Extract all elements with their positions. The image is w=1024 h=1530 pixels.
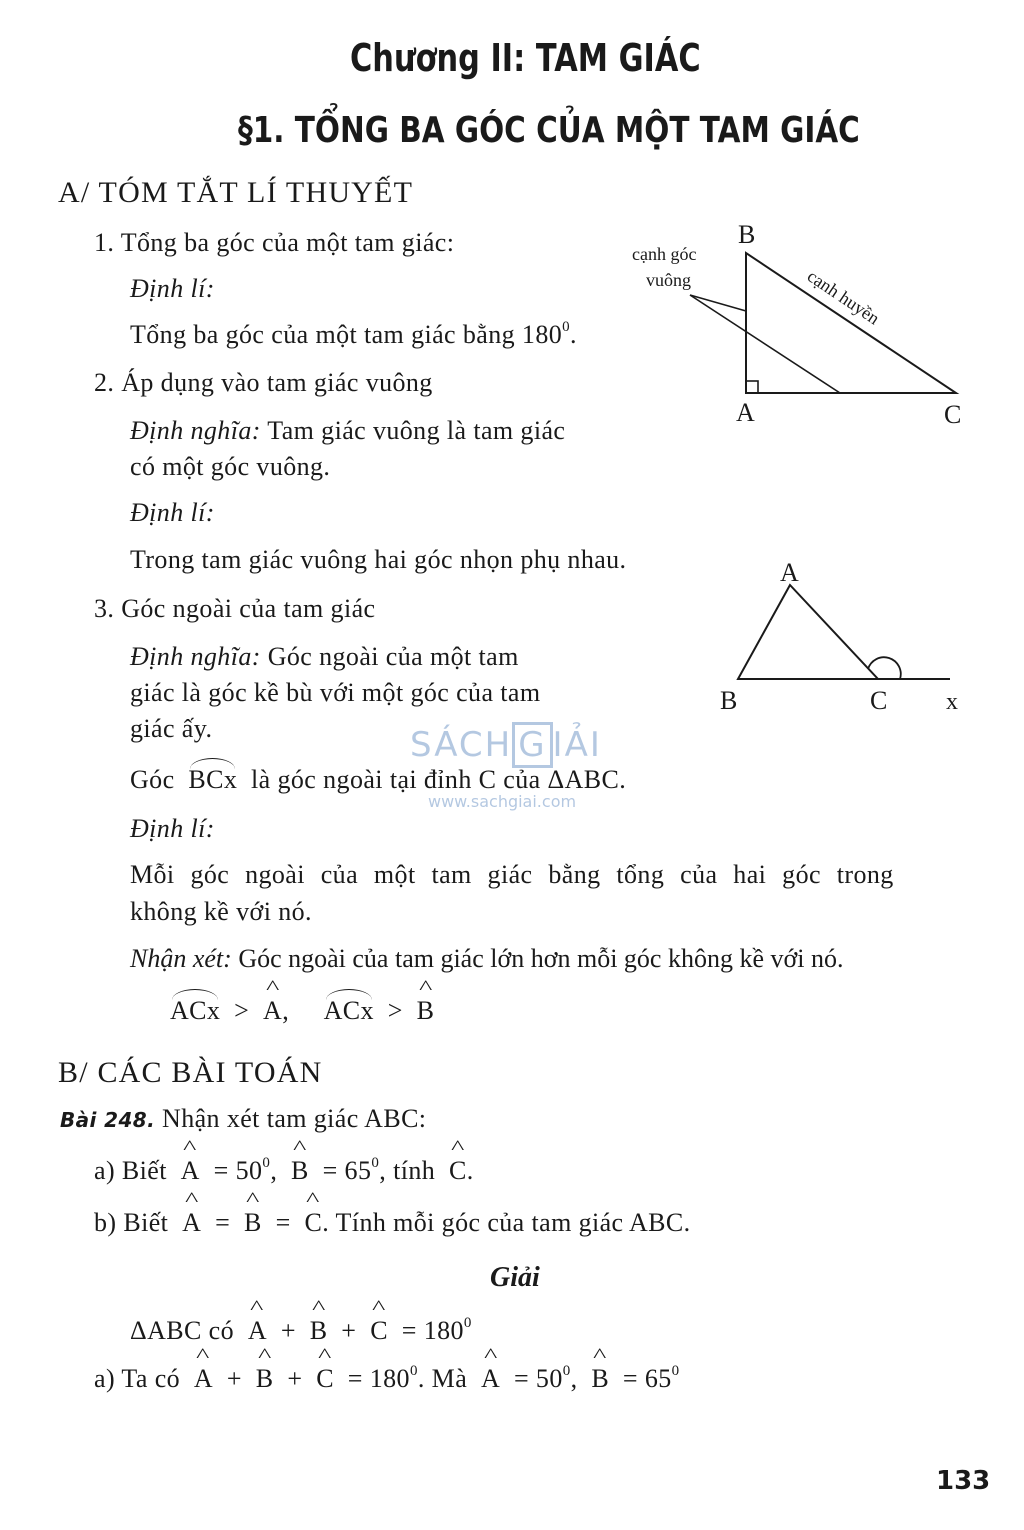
exercises-heading: B/ CÁC BÀI TOÁN bbox=[58, 1056, 323, 1089]
item3-example: Góc BCx là góc ngoài tại đỉnh C của ΔABC. bbox=[130, 765, 627, 794]
item2-title: 2. Áp dụng vào tam giác vuông bbox=[94, 368, 433, 397]
watermark-logo: SÁCH G IẢI bbox=[410, 722, 602, 768]
bai-248-title: Bài 248. Nhận xét tam giác ABC: bbox=[60, 1104, 427, 1133]
item1-theorem-label: Định lí: bbox=[130, 274, 215, 303]
exterior-angle-figure bbox=[710, 555, 980, 720]
vertex-a-label-2: A bbox=[780, 558, 799, 587]
item2-definition-line2: có một góc vuông. bbox=[130, 452, 331, 481]
exercise-part-a: a) Biết ^ $A = 50^0$, ^ $B = 65^0$, tính ^ C. bbox=[94, 1156, 474, 1186]
leg-label-line2: vuông bbox=[646, 270, 691, 290]
ray-x-label: x bbox=[946, 689, 958, 715]
vertex-a-label: A bbox=[736, 398, 755, 427]
right-angle-mark bbox=[746, 381, 758, 393]
theory-heading: A/ TÓM TẮT LÍ THUYẾT bbox=[58, 176, 414, 209]
item1-title: 1. Tổng ba góc của một tam giác: bbox=[94, 228, 455, 257]
item3-title: 3. Góc ngoài của tam giác bbox=[94, 594, 376, 623]
page-number: 133 bbox=[936, 1466, 991, 1496]
item2-theorem-label: Định lí: bbox=[130, 498, 215, 527]
solution-heading: Giải bbox=[490, 1262, 540, 1293]
leg-pointer-2 bbox=[690, 295, 840, 393]
vertex-c-label-2: C bbox=[870, 686, 888, 715]
exercise-part-b: b) Biết ^ A = ^ B = ^ C. Tính mỗi góc của tam giác ABC. bbox=[94, 1208, 691, 1238]
item3-remark: Nhận xét: Góc ngoài của tam giác lớn hơn mỗi góc không kề với nó. bbox=[130, 944, 844, 973]
item2-definition-line1: Định nghĩa: Tam giác vuông là tam giác bbox=[130, 416, 566, 445]
angle-bcx: BCx bbox=[188, 765, 238, 794]
lesson-title: §1. TỔNG BA GÓC CỦA MỘT TAM GIÁC bbox=[238, 110, 860, 151]
item1-theorem-text: Tổng ba góc của một tam giác bằng $180^0$. bbox=[130, 319, 577, 349]
solution-line1: ΔABC có ^ A + ^ B + ^ $C = 180^0$ bbox=[130, 1316, 472, 1346]
item2-theorem-text: Trong tam giác vuông hai góc nhọn phụ nhau. bbox=[130, 545, 627, 574]
item3-definition-line1: Định nghĩa: Góc ngoài của một tam bbox=[130, 642, 519, 671]
vertex-c-label: C bbox=[944, 400, 962, 429]
right-triangle-figure bbox=[620, 215, 980, 435]
item3-definition-line3: giác ấy. bbox=[130, 714, 213, 743]
triangle-abc-2 bbox=[738, 585, 878, 679]
vertex-b-label: B bbox=[738, 220, 756, 249]
item3-theorem-line1: Mỗi góc ngoài của một tam giác bằng tổng của hai góc trong bbox=[130, 860, 894, 889]
vertex-b-label-2: B bbox=[720, 686, 738, 715]
chapter-title: Chương II: TAM GIÁC bbox=[350, 36, 701, 80]
item3-theorem-label: Định lí: bbox=[130, 814, 215, 843]
exterior-angle-inequality: ACx > ^ A, ACx > ^ B bbox=[170, 996, 434, 1026]
watermark-url: www.sachgiai.com bbox=[428, 792, 577, 811]
exterior-angle-arc bbox=[868, 657, 901, 679]
item3-theorem-line2: không kề với nó. bbox=[130, 897, 312, 926]
solution-line2: a) Ta có ^ A + ^ B + ^ $C = 180^0$. Mà ^ $A = 50^0$, ^ $B = 65^0$ bbox=[94, 1364, 680, 1394]
triangle-abc bbox=[746, 253, 956, 393]
leg-label-line1: cạnh góc bbox=[632, 244, 697, 264]
leg-pointer-1 bbox=[690, 295, 746, 311]
hypotenuse-label: cạnh huyền bbox=[803, 265, 884, 329]
item3-definition-line2: giác là góc kề bù với một góc của tam bbox=[130, 678, 541, 707]
